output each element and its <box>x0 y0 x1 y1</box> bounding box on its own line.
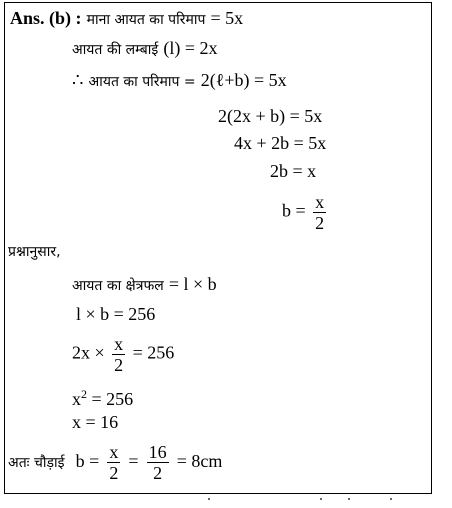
fraction-numerator: 16 <box>148 442 167 462</box>
area-text: आयत का क्षेत्रफल <box>72 278 164 294</box>
perimeter-value: = 5x <box>210 8 244 28</box>
fraction-numerator: x <box>114 334 124 354</box>
substitution-line <box>72 334 174 375</box>
fraction-x-over-2 <box>313 192 326 233</box>
fraction-x-over-2 <box>112 334 125 375</box>
x-base: x <box>72 389 81 409</box>
remnant-dot <box>390 498 392 500</box>
perimeter-text: माना आयत का परिमाप <box>86 12 206 28</box>
remnant-dot <box>208 498 210 500</box>
equation-step-1: 2(2x + b) = 5x <box>218 106 323 126</box>
equation-step-3: 2b = x <box>270 161 317 181</box>
breadth-text: अतः चौड़ाई <box>8 455 65 471</box>
substitution-lhs: 2x × <box>72 342 105 363</box>
x-squared-rhs: = 256 <box>87 389 134 409</box>
therefore-symbol: ∴ <box>72 70 84 90</box>
area-line <box>72 274 217 296</box>
perimeter-formula-text: आयत का परिमाप = <box>88 74 196 90</box>
x-value-line: x = 16 <box>72 412 119 432</box>
remnant-dot <box>320 498 322 500</box>
remnant-dot <box>348 498 350 500</box>
length-text: आयत की लम्बाई <box>72 42 159 58</box>
fraction-numerator: x <box>109 442 119 462</box>
breadth-result: = 8cm <box>176 451 223 471</box>
substitution-rhs: = 256 <box>132 342 175 363</box>
cut-off-text-remnant <box>180 496 430 506</box>
answer-label: Ans. (b) : <box>10 8 82 28</box>
according-heading: प्रश्नानुसार, <box>8 244 61 260</box>
exponent: 2 <box>81 387 87 401</box>
fraction-numerator: x <box>315 192 325 212</box>
fraction-denominator: 2 <box>114 355 124 375</box>
fraction-denominator: 2 <box>109 463 119 483</box>
breadth-line <box>8 442 222 483</box>
fraction-x-over-2 <box>107 442 120 483</box>
x-squared-line <box>72 384 133 409</box>
fraction-denominator: 2 <box>315 213 325 233</box>
fraction-denominator: 2 <box>153 463 163 483</box>
answer-line <box>10 8 243 30</box>
equation-step-4 <box>282 192 329 233</box>
equation-step-2: 4x + 2b = 5x <box>234 133 327 153</box>
equals-sign: = <box>128 451 139 471</box>
area-formula: = l × b <box>168 274 217 294</box>
length-line <box>72 38 217 60</box>
length-value: (l) = 2x <box>163 38 218 58</box>
perimeter-formula: 2(ℓ+b) = 5x <box>200 70 287 90</box>
fraction-16-over-2 <box>147 442 169 483</box>
area-equation: l × b = 256 <box>76 304 156 324</box>
breadth-lhs: b = <box>75 451 100 471</box>
b-lhs: b = <box>282 200 306 221</box>
perimeter-formula-line <box>72 70 287 92</box>
